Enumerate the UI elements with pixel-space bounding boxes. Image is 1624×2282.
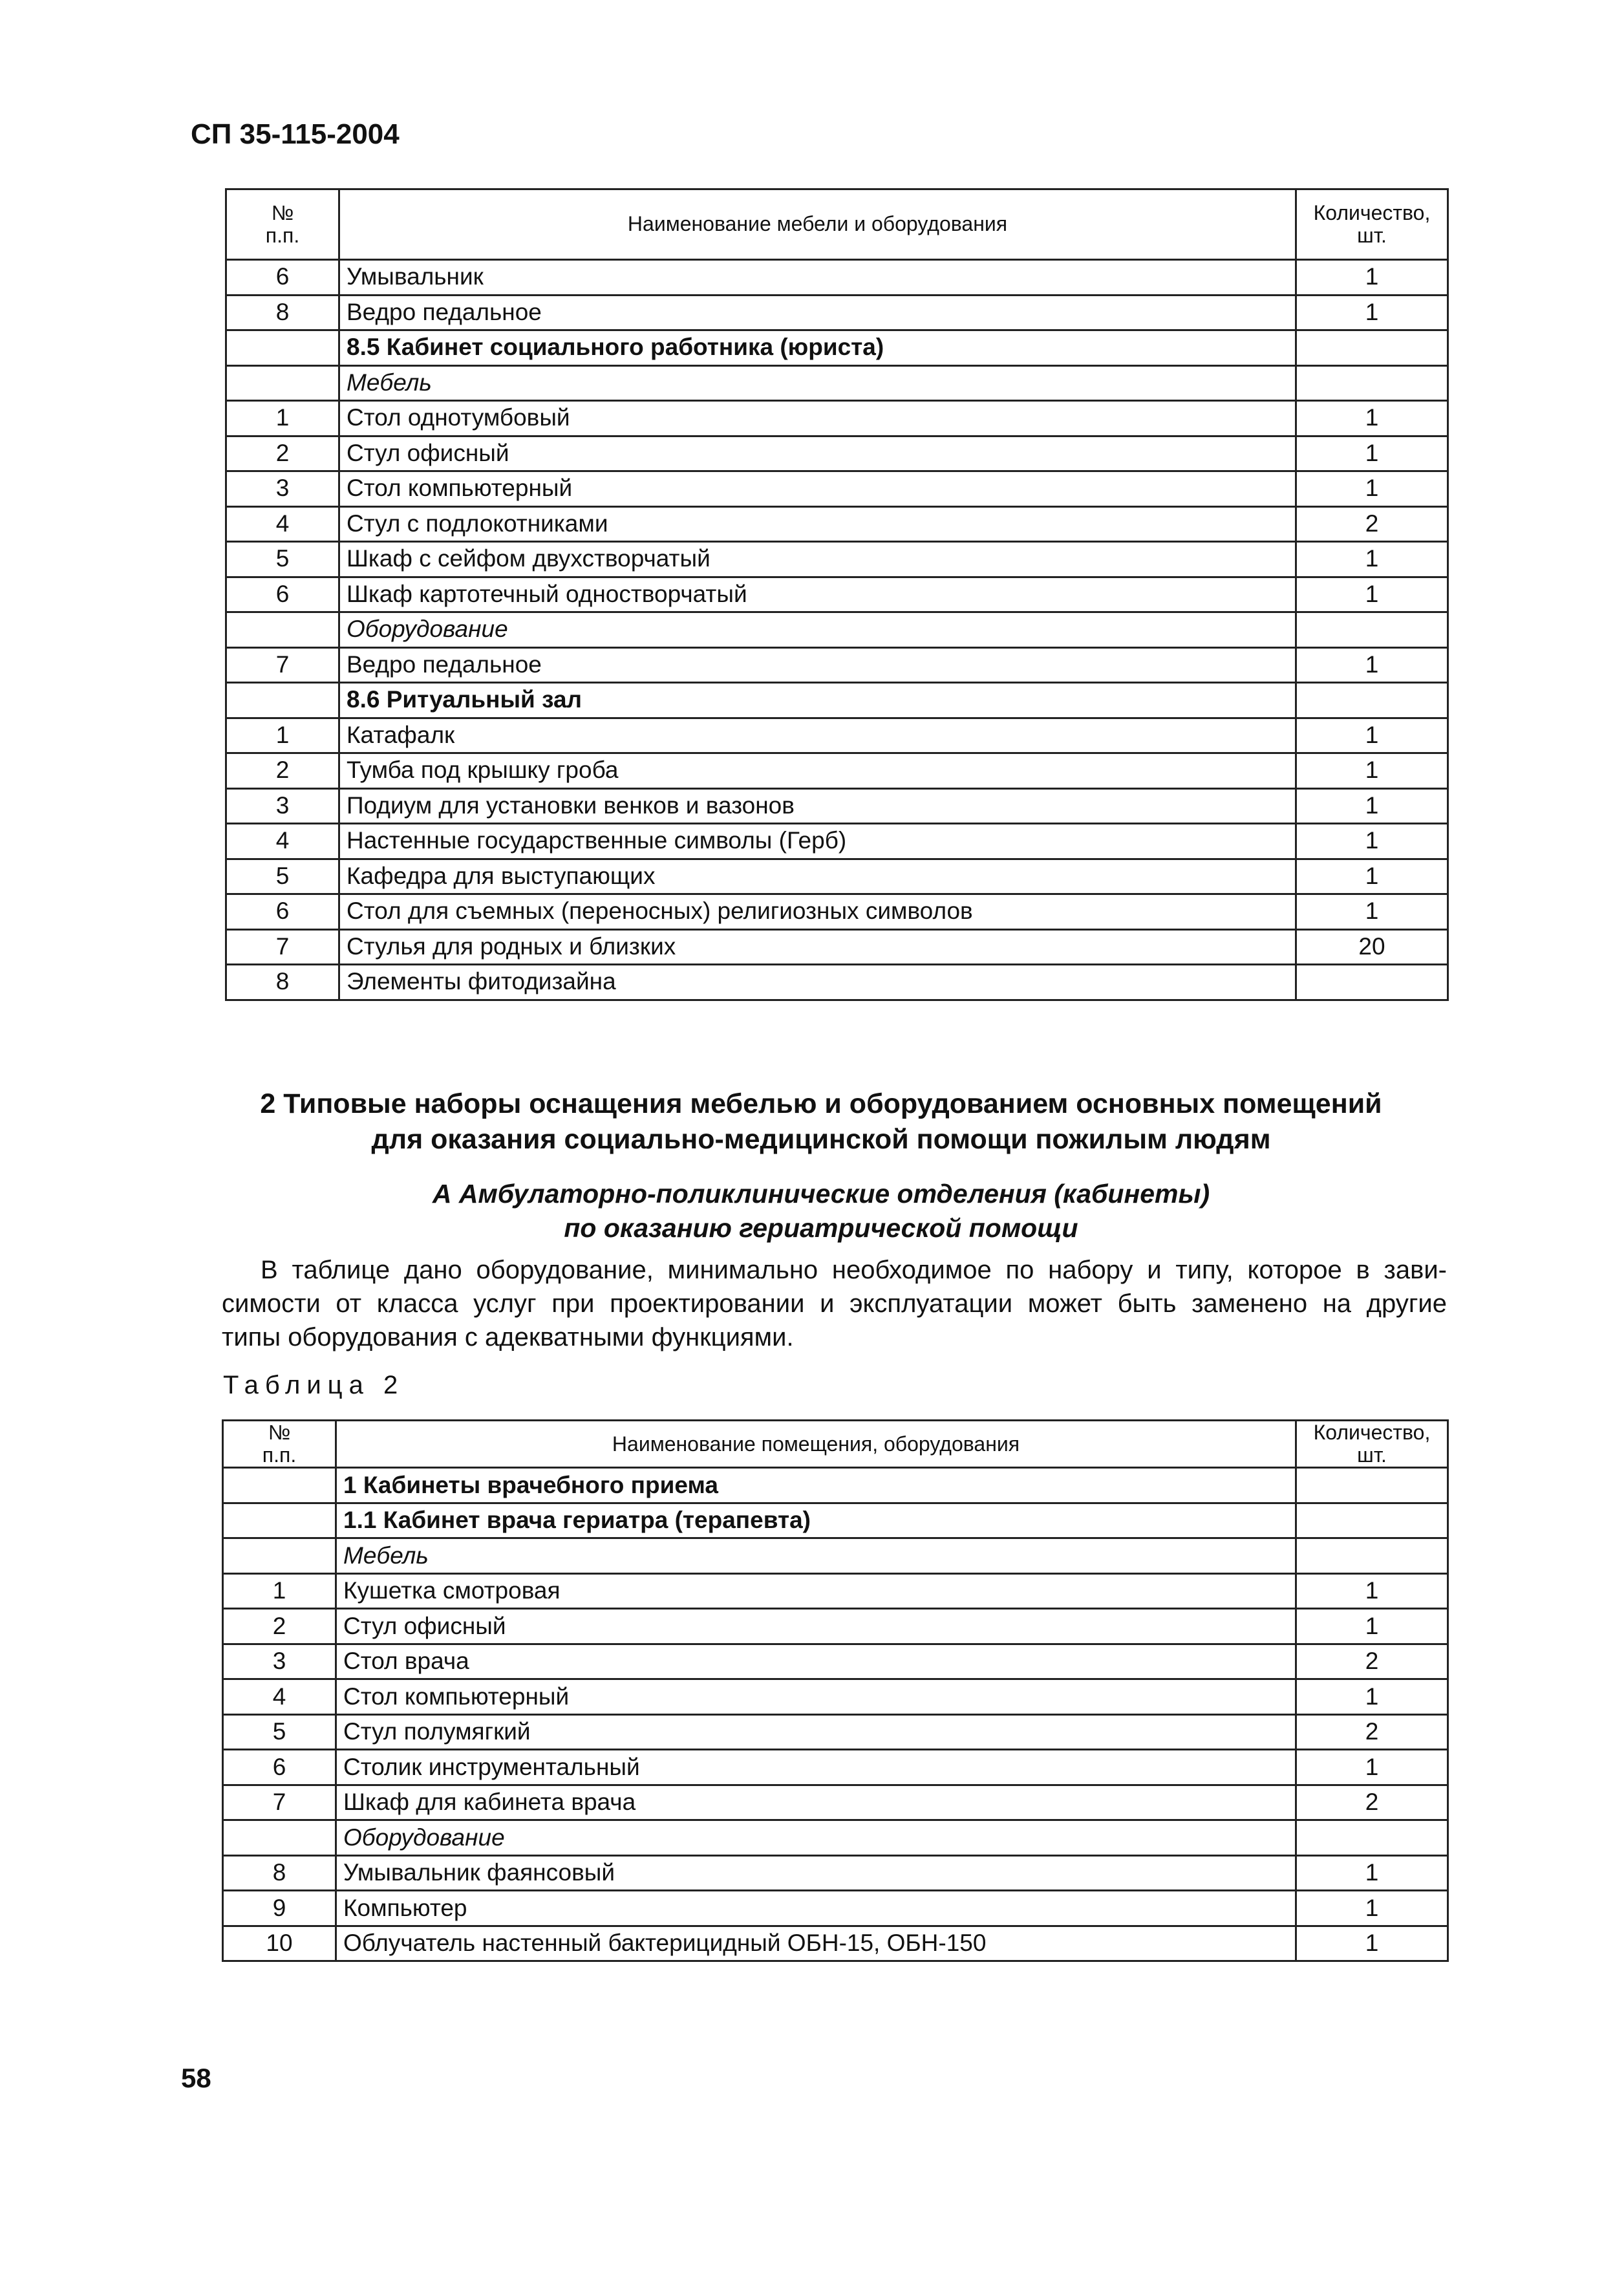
furniture-table-continued bbox=[225, 188, 1449, 1001]
cell-name: Оборудование bbox=[336, 1820, 1296, 1856]
cell-name: Ведро педальное bbox=[339, 647, 1296, 683]
cell-name: Катафалк bbox=[339, 718, 1296, 753]
cell-num: 6 bbox=[223, 1750, 336, 1785]
cell-qty bbox=[1296, 1820, 1448, 1856]
header-num-label: № п.п. bbox=[262, 1421, 297, 1467]
cell-qty: 20 bbox=[1296, 929, 1448, 965]
cell-name: Мебель bbox=[339, 365, 1296, 401]
table-1-body bbox=[226, 189, 1448, 1000]
cell-qty: 1 bbox=[1296, 1891, 1448, 1926]
table-row bbox=[226, 542, 1448, 577]
table-row bbox=[223, 1503, 1448, 1538]
cell-num bbox=[226, 612, 339, 648]
cell-qty: 1 bbox=[1296, 788, 1448, 824]
equipment-table-2 bbox=[222, 1419, 1449, 1962]
table-row bbox=[226, 612, 1448, 648]
cell-qty: 1 bbox=[1296, 471, 1448, 507]
cell-num: 4 bbox=[223, 1679, 336, 1715]
table-row bbox=[223, 1609, 1448, 1644]
table-row bbox=[226, 401, 1448, 436]
cell-qty: 1 bbox=[1296, 542, 1448, 577]
cell-qty: 2 bbox=[1296, 1644, 1448, 1679]
cell-name: 8.6 Ритуальный зал bbox=[339, 683, 1296, 718]
paragraph-line-2: симости от класса услуг при проектировании и эксплуатации может быть заменено на другие bbox=[222, 1289, 1447, 1318]
cell-name: Шкаф для кабинета врача bbox=[336, 1785, 1296, 1820]
cell-qty: 1 bbox=[1296, 753, 1448, 789]
cell-name: Элементы фитодизайна bbox=[339, 965, 1296, 1000]
cell-name: Мебель bbox=[336, 1538, 1296, 1574]
table-row bbox=[226, 260, 1448, 296]
cell-qty: 1 bbox=[1296, 401, 1448, 436]
cell-name: Шкаф картотечный одностворчатый bbox=[339, 577, 1296, 612]
table-row bbox=[226, 330, 1448, 366]
page-number: 58 bbox=[181, 2063, 211, 2093]
table-row bbox=[226, 647, 1448, 683]
cell-qty: 1 bbox=[1296, 859, 1448, 894]
table-2-body bbox=[223, 1421, 1448, 1961]
table-row bbox=[223, 1891, 1448, 1926]
cell-name: Стул офисный bbox=[336, 1609, 1296, 1644]
cell-num: 6 bbox=[226, 577, 339, 612]
cell-name: Столик инструментальный bbox=[336, 1750, 1296, 1785]
cell-qty bbox=[1296, 1503, 1448, 1538]
cell-num: 6 bbox=[226, 260, 339, 296]
cell-num: 3 bbox=[226, 471, 339, 507]
cell-qty: 1 bbox=[1296, 260, 1448, 296]
cell-qty: 1 bbox=[1296, 647, 1448, 683]
section-title-line-1: 2 Типовые наборы оснащения мебелью и оборудованием основных помещений bbox=[260, 1088, 1382, 1119]
cell-name: Стул полумягкий bbox=[336, 1714, 1296, 1750]
cell-name: Настенные государственные символы (Герб) bbox=[339, 824, 1296, 859]
header-qty-label: Количество, шт. bbox=[1313, 200, 1431, 247]
cell-num bbox=[223, 1820, 336, 1856]
table-row bbox=[226, 929, 1448, 965]
cell-name: Стул с подлокотниками bbox=[339, 506, 1296, 542]
table-row bbox=[223, 1820, 1448, 1856]
cell-num: 9 bbox=[223, 1891, 336, 1926]
cell-num: 3 bbox=[223, 1644, 336, 1679]
table-row bbox=[226, 894, 1448, 930]
cell-qty bbox=[1296, 965, 1448, 1000]
table-row bbox=[223, 1573, 1448, 1609]
cell-qty: 1 bbox=[1296, 1573, 1448, 1609]
cell-name: Тумба под крышку гроба bbox=[339, 753, 1296, 789]
cell-num: 7 bbox=[226, 647, 339, 683]
cell-num: 1 bbox=[226, 718, 339, 753]
cell-qty: 1 bbox=[1296, 1750, 1448, 1785]
table-row bbox=[226, 295, 1448, 330]
cell-qty: 2 bbox=[1296, 1714, 1448, 1750]
table-row bbox=[226, 859, 1448, 894]
cell-name: Подиум для установки венков и вазонов bbox=[339, 788, 1296, 824]
cell-num: 3 bbox=[226, 788, 339, 824]
section-subtitle-line-1: А Амбулаторно-поликлинические отделения (кабинеты) bbox=[432, 1179, 1210, 1209]
header-num bbox=[226, 189, 339, 260]
section-subtitle bbox=[194, 1177, 1448, 1246]
cell-num bbox=[223, 1538, 336, 1574]
cell-name: Стол однотумбовый bbox=[339, 401, 1296, 436]
cell-num: 2 bbox=[223, 1609, 336, 1644]
intro-paragraph bbox=[222, 1253, 1447, 1354]
section-subtitle-line-2: по оказанию гериатрической помощи bbox=[564, 1213, 1078, 1243]
cell-num: 4 bbox=[226, 824, 339, 859]
table-row bbox=[226, 965, 1448, 1000]
cell-name: Стул офисный bbox=[339, 436, 1296, 471]
cell-num: 8 bbox=[226, 295, 339, 330]
cell-qty bbox=[1296, 365, 1448, 401]
table-row bbox=[226, 718, 1448, 753]
cell-qty: 1 bbox=[1296, 1926, 1448, 1961]
cell-num: 1 bbox=[226, 401, 339, 436]
header-qty-label: Количество, шт. bbox=[1313, 1421, 1431, 1467]
table-row bbox=[223, 1644, 1448, 1679]
header-name: Наименование помещения, оборудования bbox=[336, 1421, 1296, 1468]
cell-name: Облучатель настенный бактерицидный ОБН-15, ОБН-150 bbox=[336, 1926, 1296, 1961]
table-row bbox=[223, 1785, 1448, 1820]
cell-num: 5 bbox=[226, 859, 339, 894]
cell-num: 2 bbox=[226, 436, 339, 471]
cell-name: Шкаф с сейфом двухстворчатый bbox=[339, 542, 1296, 577]
cell-qty bbox=[1296, 330, 1448, 366]
table-row bbox=[226, 788, 1448, 824]
cell-name: Стол для съемных (переносных) религиозных символов bbox=[339, 894, 1296, 930]
cell-num bbox=[226, 365, 339, 401]
table-row bbox=[223, 1855, 1448, 1891]
cell-num: 7 bbox=[223, 1785, 336, 1820]
table-row bbox=[223, 1714, 1448, 1750]
header-num bbox=[223, 1421, 336, 1468]
cell-num bbox=[223, 1503, 336, 1538]
cell-name: 8.5 Кабинет социального работника (юриста) bbox=[339, 330, 1296, 366]
cell-num bbox=[226, 683, 339, 718]
cell-qty: 2 bbox=[1296, 506, 1448, 542]
table-header-row bbox=[223, 1421, 1448, 1468]
cell-qty: 1 bbox=[1296, 718, 1448, 753]
cell-qty bbox=[1296, 612, 1448, 648]
header-name: Наименование мебели и оборудования bbox=[339, 189, 1296, 260]
cell-name: Стол компьютерный bbox=[339, 471, 1296, 507]
section-title bbox=[194, 1086, 1448, 1157]
table-label: Таблица 2 bbox=[223, 1371, 405, 1399]
table-row bbox=[223, 1926, 1448, 1961]
table-row bbox=[223, 1538, 1448, 1574]
table-row bbox=[223, 1750, 1448, 1785]
cell-num: 5 bbox=[226, 542, 339, 577]
header-qty bbox=[1296, 1421, 1448, 1468]
cell-num: 7 bbox=[226, 929, 339, 965]
document-code: СП 35-115-2004 bbox=[191, 118, 400, 150]
cell-qty bbox=[1296, 1538, 1448, 1574]
cell-qty: 1 bbox=[1296, 1855, 1448, 1891]
cell-name: Стол компьютерный bbox=[336, 1679, 1296, 1715]
table-row bbox=[226, 471, 1448, 507]
paragraph-line-1: В таблице дано оборудование, минимально необходимое по набору и типу, которое в зави- bbox=[261, 1256, 1447, 1284]
cell-qty: 1 bbox=[1296, 894, 1448, 930]
cell-name: 1 Кабинеты врачебного приема bbox=[336, 1468, 1296, 1503]
cell-name: Стулья для родных и близких bbox=[339, 929, 1296, 965]
cell-qty bbox=[1296, 683, 1448, 718]
header-num-label: № п.п. bbox=[265, 200, 300, 247]
table-row bbox=[226, 824, 1448, 859]
table-row bbox=[223, 1468, 1448, 1503]
paragraph-line-3: типы оборудования с адекватными функциями. bbox=[222, 1323, 794, 1351]
table-row bbox=[226, 506, 1448, 542]
cell-qty: 1 bbox=[1296, 295, 1448, 330]
table-row bbox=[226, 683, 1448, 718]
cell-num: 1 bbox=[223, 1573, 336, 1609]
cell-qty: 1 bbox=[1296, 436, 1448, 471]
table-row bbox=[226, 365, 1448, 401]
cell-num: 4 bbox=[226, 506, 339, 542]
cell-num: 5 bbox=[223, 1714, 336, 1750]
cell-name: 1.1 Кабинет врача гериатра (терапевта) bbox=[336, 1503, 1296, 1538]
cell-num bbox=[226, 330, 339, 366]
cell-qty: 1 bbox=[1296, 577, 1448, 612]
table-row bbox=[226, 577, 1448, 612]
cell-name: Кафедра для выступающих bbox=[339, 859, 1296, 894]
cell-num: 2 bbox=[226, 753, 339, 789]
cell-name: Оборудование bbox=[339, 612, 1296, 648]
table-header-row bbox=[226, 189, 1448, 260]
section-title-line-2: для оказания социально-медицинской помощи пожилым людям bbox=[371, 1124, 1271, 1156]
cell-num: 6 bbox=[226, 894, 339, 930]
cell-qty: 1 bbox=[1296, 1609, 1448, 1644]
cell-num bbox=[223, 1468, 336, 1503]
cell-qty bbox=[1296, 1468, 1448, 1503]
cell-name: Компьютер bbox=[336, 1891, 1296, 1926]
cell-name: Ведро педальное bbox=[339, 295, 1296, 330]
table-row bbox=[226, 753, 1448, 789]
cell-num: 10 bbox=[223, 1926, 336, 1961]
cell-name: Умывальник фаянсовый bbox=[336, 1855, 1296, 1891]
header-qty bbox=[1296, 189, 1448, 260]
cell-num: 8 bbox=[226, 965, 339, 1000]
cell-qty: 1 bbox=[1296, 824, 1448, 859]
cell-name: Кушетка смотровая bbox=[336, 1573, 1296, 1609]
cell-name: Стол врача bbox=[336, 1644, 1296, 1679]
cell-qty: 1 bbox=[1296, 1679, 1448, 1715]
table-row bbox=[226, 436, 1448, 471]
cell-num: 8 bbox=[223, 1855, 336, 1891]
cell-name: Умывальник bbox=[339, 260, 1296, 296]
cell-qty: 2 bbox=[1296, 1785, 1448, 1820]
table-row bbox=[223, 1679, 1448, 1715]
